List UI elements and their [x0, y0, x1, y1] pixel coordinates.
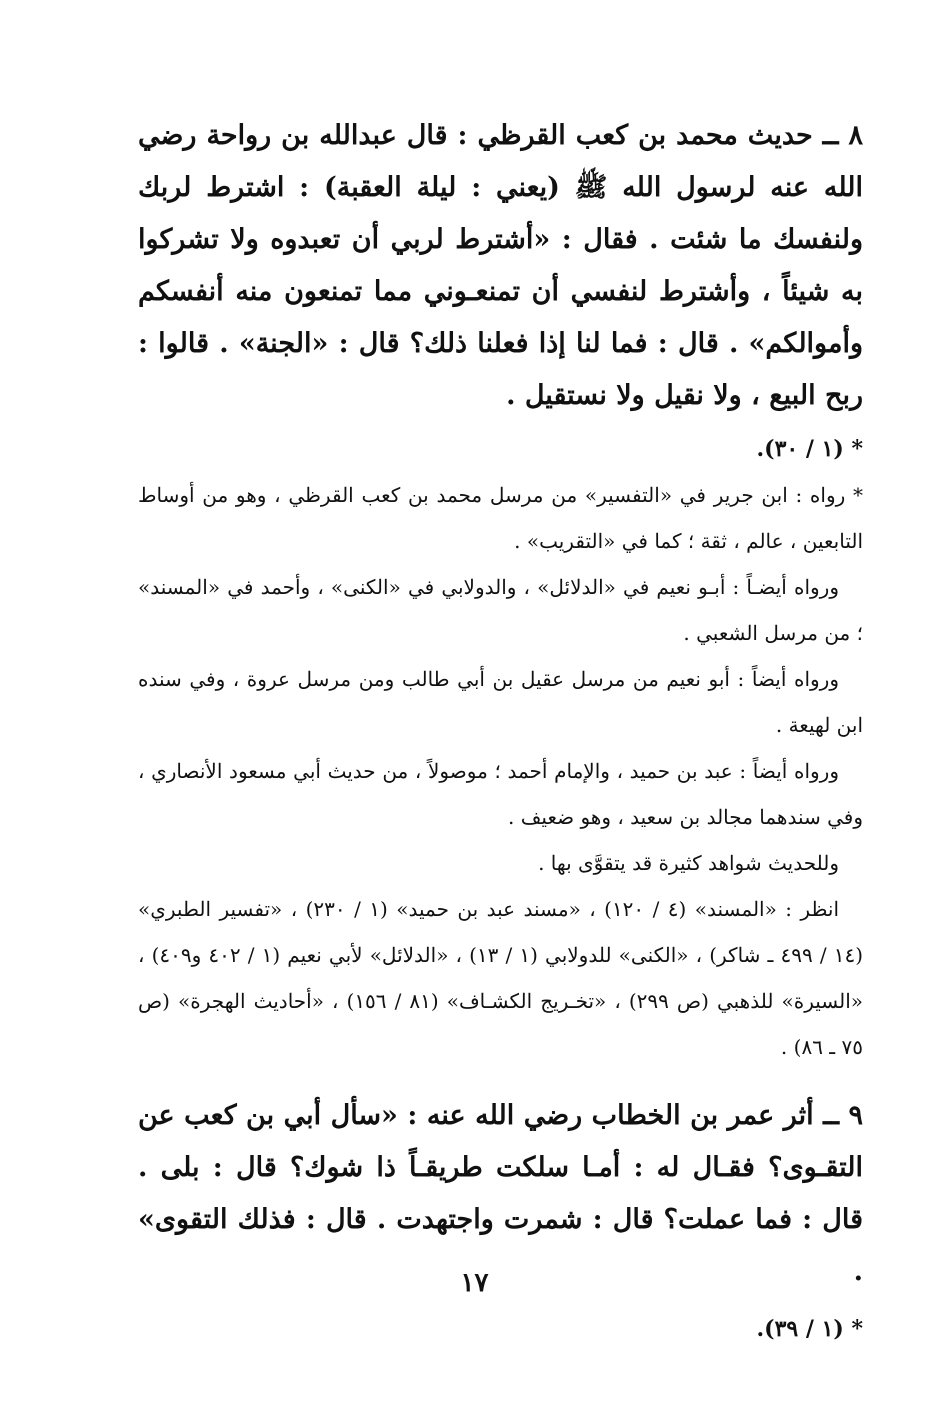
note-paragraph: * رواه : ابن جرير في «التفسير» من مرسل محمد بن كعب القرظي ، وهو من أوساط التابعين ، عالم ، ثقة ؛ كما في «التقريب» . — [138, 483, 863, 553]
hadith-9-text: ٩ ــ أثر عمر بن الخطاب رضي الله عنه : «سأل أبي بن كعب عن التقـوى؟ فقـال له : أمـا سلكت طريقـاً ذا شوك؟ قال : بلى . قال : فما عملت؟ قال : شمرت واجتهدت . قال : فذلك التقوى» . — [138, 1100, 863, 1287]
note-paragraph: ورواه أيضاً : أبو نعيم من مرسل عقيل بن أبي طالب ومن مرسل عروة ، وفي سنده ابن لهيعة . — [138, 667, 863, 737]
note-paragraph: ورواه أيضاً : عبد بن حميد ، والإمام أحمد ؛ موصولاً ، من حديث أبي مسعود الأنصاري ، وفي سندهما مجالد بن سعيد ، وهو ضعيف . — [138, 759, 863, 829]
note-sources: انظر : «المسند» (٤ / ١٢٠) ، «مسند عبد بن حميد» (١ / ٢٣٠) ، «تفسير الطبري» (١٤ / ٤٩٩ ـ شاكر) ، «الكنى» للدولابي (١ / ١٣) ، «الدلائل» لأبي نعيم (١ / ٤٠٢ و٤٠٩) ، «السيرة» للذهبي (ص ٢٩٩) ، «تخـريج الكشـاف» (٨١ / ١٥٦) ، «أحاديث الهجرة» (ص ٧٥ ـ ٨٦) . — [138, 897, 864, 1059]
page-number: ١٧ — [460, 1268, 489, 1298]
note-paragraph: وللحديث شواهد كثيرة قد يتقوَّى بها . — [538, 851, 839, 875]
hadith-8-text: ٨ ــ حديث محمد بن كعب القرظي : قال عبدالله بن رواحة رضي الله عنه لرسول الله ﷺ (يعني : ليلة العقبة) : اشترط لربك ولنفسك ما شئت . فقال : «أشترط لربي أن تعبدوه ولا تشركوا به شيئاً ، وأشترط لنفسي أن تمنعـوني مما تمنعون منه أنفسكم وأموالكم» . قال : فما لنا إذا فعلنا ذلك؟ قال : «الجنة» . قالوا : ربح البيع ، ولا نقيل ولا نستقيل . — [138, 120, 863, 411]
hadith-9-reference: * (١ / ٣٩). — [756, 1316, 863, 1342]
hadith-8-notes — [138, 472, 863, 1070]
hadith-8-reference: * (١ / ٣٠). — [756, 436, 863, 462]
page-content — [138, 110, 863, 1352]
note-paragraph: ورواه أيضـاً : أبـو نعيم في «الدلائل» ، والدولابي في «الكنى» ، وأحمد في «المسند» ؛ من مرسل الشعبي . — [138, 575, 863, 645]
